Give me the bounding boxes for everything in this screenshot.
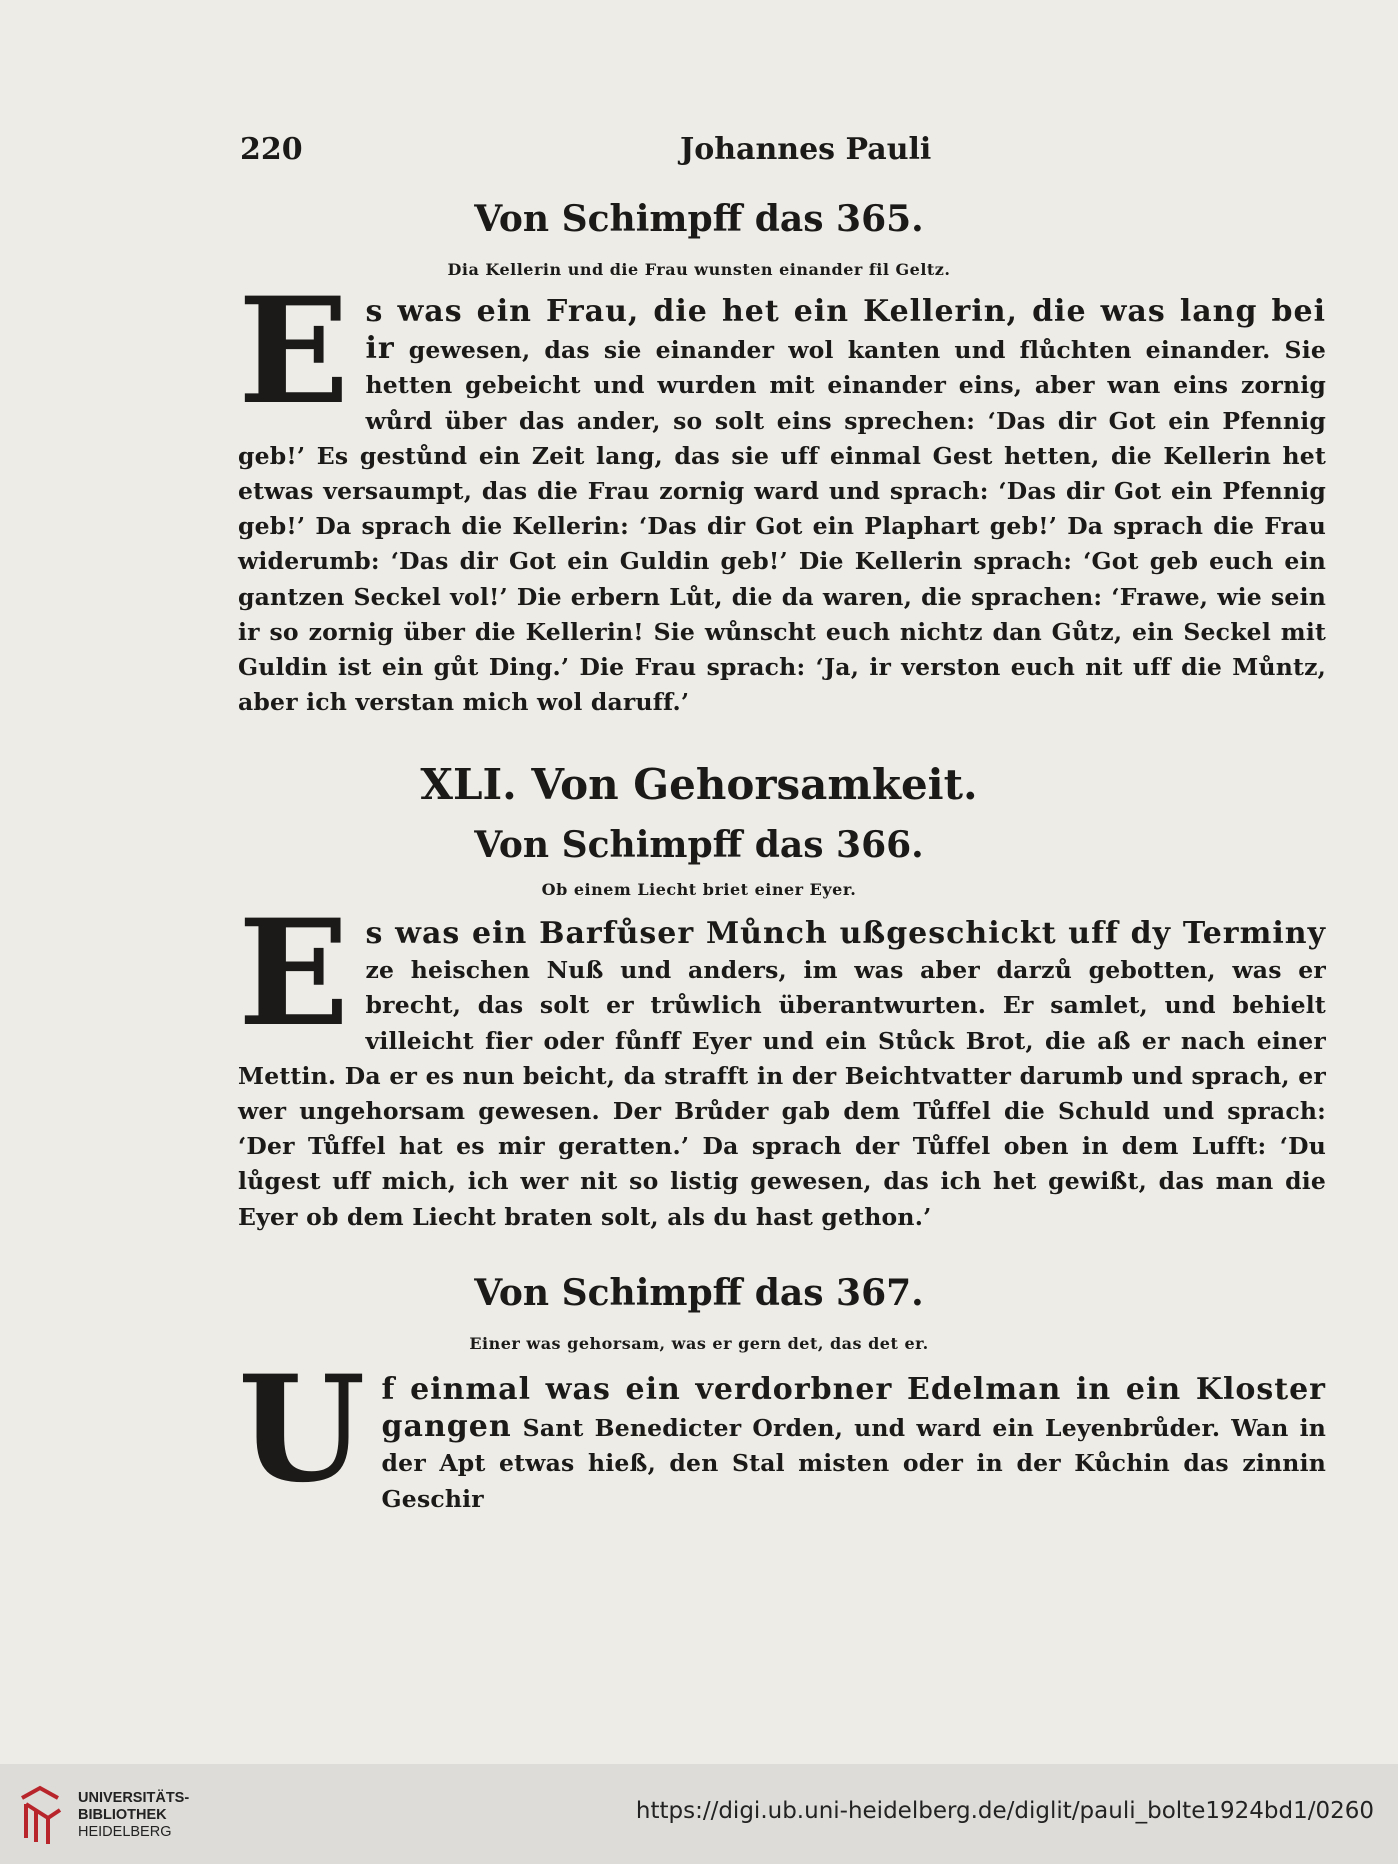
page-number: 220 <box>240 132 303 167</box>
drop-cap-initial: E <box>238 266 350 437</box>
running-title: Johannes Pauli <box>680 132 932 167</box>
story-body: Sant Benedicter Orden, und ward ein Leyenbrůder. Wan in der Apt etwas hieß, den Stal misten oder in der Kůchin das zinnin Geschir <box>381 1414 1326 1513</box>
section-subtitle-367: Einer was gehorsam, was er gern det, das det er. <box>469 1334 929 1353</box>
story-first-line: s was ein Barfůser Můnch ußgeschickt uff dy Terminy <box>365 916 1326 951</box>
logo-line: HEIDELBERG <box>78 1824 172 1840</box>
source-url-link[interactable]: https://digi.ub.uni-heidelberg.de/diglit/pauli_bolte1924bd1/0260 <box>635 1798 1374 1824</box>
story-367 <box>238 1344 1326 1517</box>
story-first-line: s was ein Frau, die het ein Kellerin, die was lang bei ir <box>365 294 1326 367</box>
library-logo-text <box>78 1790 189 1841</box>
section-title-366: Von Schimpff das 366. <box>474 824 924 866</box>
logo-line: BIBLIOTHEK <box>78 1807 167 1823</box>
library-logo-icon <box>18 1784 64 1846</box>
logo-line: UNIVERSITÄTS- <box>78 1790 190 1806</box>
section-title-367: Von Schimpff das 367. <box>474 1272 924 1314</box>
section-subtitle-366: Ob einem Liecht briet einer Eyer. <box>541 880 857 899</box>
section-subtitle-365: Dia Kellerin und die Frau wunsten einander fil Geltz. <box>447 260 951 279</box>
story-body: gewesen, das sie einander wol kanten und flůchten einander. Sie hetten gebeicht und wurden mit einander eins, aber wan eins zornig wůrd über das ander, so solt eins sprechen: ‘Das dir Got ein Pfennig geb!’ Es gestůnd ein Zeit lang, das sie uff einmal Gest hetten, die Kellerin het etwas versaumpt, das die Frau zornig ward und sprach: ‘Das dir Got ein Pfennig geb!’ Da sprach die Kellerin: ‘Das dir Got ein Plaphart geb!’ Da sprach die Frau widerumb: ‘Das dir Got ein Guldin geb!’ Die Kellerin sprach: ‘Got geb euch ein gantzen Seckel vol!’ Die erbern Lůt, die da waren, die sprachen: ‘Frawe, wie sein ir so zornig über die Kellerin! Sie wůnscht euch nichtz dan Gůtz, ein Seckel mit Guldin ist ein gůt Ding.’ Die Frau sprach: ‘Ja, ir verston euch nit uff die Můntz, aber ich verstan mich wol daruff.’ <box>238 336 1326 717</box>
story-body: ze heischen Nuß und anders, im was aber darzů gebotten, was er brecht, das solt er trůwlich überantwurten. Er samlet, und behielt villeicht fier oder fůnff Eyer und ein Stůck Brot, die aß er nach einer Mettin. Da er es nun beicht, da strafft in der Beichtvatter darumb und sprach, er wer ungehorsam gewesen. Der Brůder gab dem Tůffel die Schuld und sprach: ‘Der Tůffel hat es mir geratten.’ Da sprach der Tůffel oben in dem Lufft: ‘Du lůgest uff mich, ich wer nit so listig gewesen, das ich het gewißt, das man die Eyer ob dem Liecht braten solt, als du hast gethon.’ <box>238 956 1326 1231</box>
drop-cap-initial: U <box>238 1344 366 1515</box>
drop-cap-initial: E <box>238 888 350 1059</box>
section-title-365: Von Schimpff das 365. <box>474 198 924 240</box>
chapter-title: XLI. Von Gehorsamkeit. <box>420 760 978 809</box>
running-head <box>240 132 1326 172</box>
footer-bar <box>0 1764 1398 1864</box>
story-first-line: f einmal was ein verdorbner Edelman in ein Kloster gangen <box>381 1372 1326 1445</box>
